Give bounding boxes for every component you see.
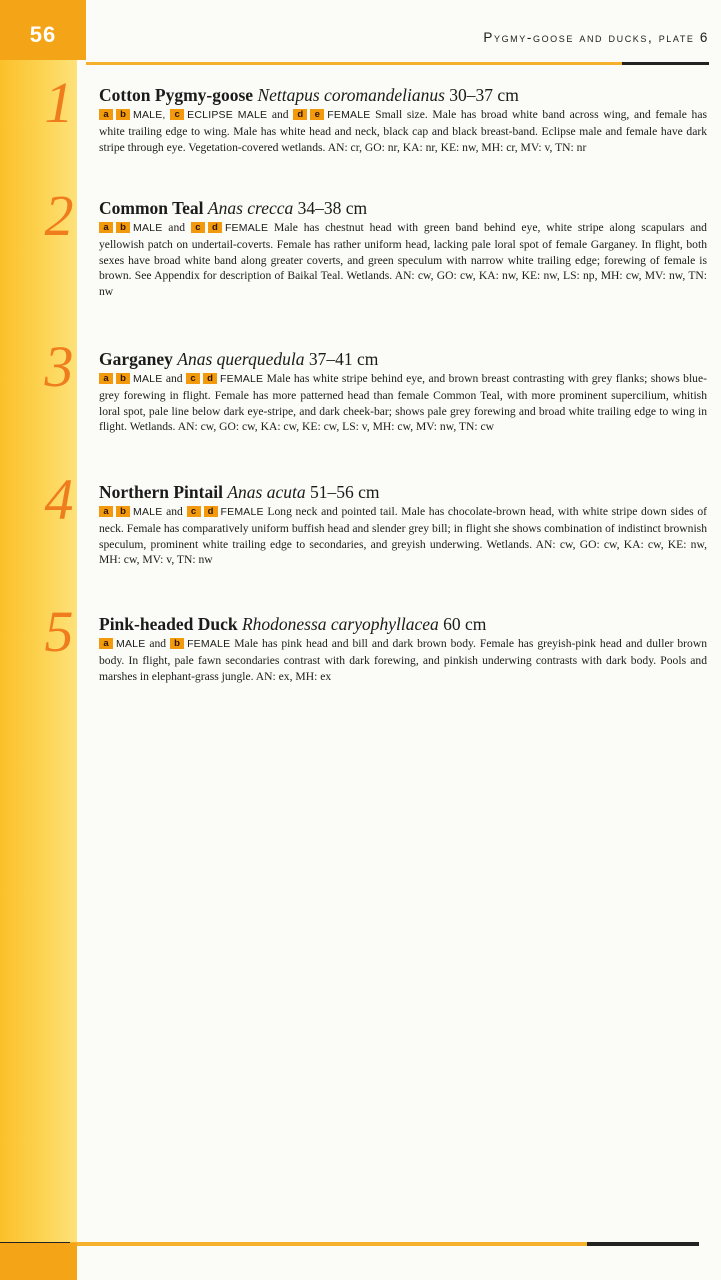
size-range: 30–37 cm	[449, 85, 519, 105]
sex-label: MALE	[133, 222, 163, 234]
entry-title	[99, 197, 707, 219]
plate-badge: a	[99, 109, 113, 120]
entry-title	[99, 348, 707, 370]
running-header-title: Pygmy-goose and ducks, plate 6	[483, 30, 709, 45]
sex-label: FEMALE	[220, 506, 264, 518]
sex-label: MALE	[133, 373, 163, 385]
latin-name: Nettapus coromandelianus	[257, 85, 445, 105]
sex-label: MALE,	[133, 109, 166, 121]
page-number: 56	[29, 22, 57, 47]
common-name: Cotton Pygmy-goose	[99, 85, 254, 105]
latin-name: Anas querquedula	[177, 349, 305, 369]
connector-word: and	[271, 108, 289, 121]
latin-name: Rhodonessa caryophyllacea	[241, 614, 439, 634]
plate-badge: a	[99, 373, 113, 384]
header-rule	[86, 62, 709, 65]
species-entry-3	[44, 334, 707, 435]
latin-name: Anas crecca	[207, 198, 294, 218]
plate-badge: b	[116, 373, 130, 384]
entry-number: 3	[44, 334, 74, 399]
sex-label: FEMALE	[187, 638, 231, 650]
entry-description	[99, 636, 707, 684]
entry-title	[99, 481, 707, 503]
size-range: 37–41 cm	[308, 349, 379, 369]
connector-word: and	[149, 637, 167, 650]
description-text: Small size. Male has broad white band across wing, and female has white trailing edge to wing. Male has white head and neck, black cap and black breast-band. Eclipse male and female have dark stripe through eye. Vegetation-covered wetlands. AN: cr, GO: nr, KA: nr, KE: nw, MH: cr, MV: v, TN: nr	[99, 108, 707, 154]
plate-badge: a	[99, 506, 113, 517]
plate-badge: d	[293, 109, 307, 120]
latin-name: Anas acuta	[227, 482, 306, 502]
entry-description	[99, 371, 707, 435]
common-name: Garganey	[99, 349, 173, 369]
plate-badge: b	[116, 506, 130, 517]
species-entry-5	[44, 599, 708, 684]
entry-description	[99, 107, 707, 155]
sex-label: FEMALE	[224, 222, 269, 234]
footer-color-box	[0, 1243, 77, 1280]
common-name: Northern Pintail	[99, 482, 223, 502]
plate-badge: c	[170, 109, 184, 120]
sex-label: FEMALE	[220, 373, 264, 385]
sex-label: MALE	[133, 506, 163, 518]
entry-description	[99, 504, 707, 568]
plate-badge: b	[116, 109, 130, 120]
plate-badge: d	[208, 222, 222, 233]
plate-badge: c	[187, 506, 201, 517]
connector-word: and	[168, 221, 186, 234]
entry-number: 1	[44, 70, 74, 135]
footer-rule	[0, 1242, 699, 1246]
plate-badge: e	[310, 109, 324, 120]
description-text: Male has chestnut head with green band behind eye, white stripe along scapulars and yellowish patch on undertail-coverts. Female has rather uniform head, lacking pale loral spot of female Garganey. In flight, both sexes have broad white band along greater coverts, and green speculum with narrow white trailing edge; forewing of female is brown. See Appendix for description of Baikal Teal. Wetlands. AN: cw, GO: cw, KA: nw, KE: nw, LS: np, MH: cw, MV: nw, TN: nw	[99, 221, 707, 299]
species-entry-2	[44, 183, 707, 300]
species-entry-4	[44, 467, 707, 568]
entry-number: 5	[44, 599, 74, 664]
connector-word: and	[165, 372, 183, 385]
size-range: 60 cm	[443, 614, 487, 634]
description-text: Male has pink head and bill and dark brown body. Female has greyish-pink head and duller brown body. In flight, pale fawn secondaries contrast with dark forewing, and pinkish underwing contrasts with dark body. Pools and marshes in elephant-grass jungle. AN: ex, MH: ex	[99, 637, 708, 683]
entry-number: 2	[44, 183, 74, 248]
sex-label: MALE	[116, 638, 146, 650]
connector-word: and	[166, 505, 183, 518]
description-text: Male has white stripe behind eye, and brown breast contrasting with grey flanks; shows blue-grey forewing in flight. Female has more patterned head than female Common Teal, with more prominent supercilium, whitish loral spot, pale line below dark eye-stripe, and dark cheek-bar; shows pale grey forewing and broad white trailing edge to wing in flight. Wetlands. AN: cw, GO: cw, KA: cw, KE: cw, LS: v, MH: cw, MV: nw, TN: cw	[99, 372, 707, 434]
entry-title	[99, 84, 707, 106]
species-entry-1	[44, 70, 707, 155]
entry-number: 4	[44, 467, 74, 532]
description-text: Long neck and pointed tail. Male has chocolate-brown head, with white stripe down sides of neck. Female has comparatively uniform buffish head and slender grey bill; in flight she shows combination of indistinct brownish speculum, prominent white trailing edge to secondaries, and greyish underwing. Wetlands. AN: cw, GO: cw, KA: cw, KE: nw, MH: cw, MV: v, TN: nw	[99, 505, 707, 567]
entry-description	[99, 220, 707, 300]
plate-badge: a	[99, 638, 113, 649]
sex-label: ECLIPSE MALE	[187, 109, 268, 121]
plate-badge: c	[186, 373, 200, 384]
plate-badge: c	[191, 222, 205, 233]
entry-title	[99, 613, 707, 635]
plate-badge: a	[99, 222, 113, 233]
plate-badge: d	[204, 506, 218, 517]
common-name: Pink-headed Duck	[99, 614, 238, 634]
size-range: 34–38 cm	[297, 198, 368, 218]
plate-badge: b	[116, 222, 130, 233]
plate-badge: b	[170, 638, 184, 649]
plate-badge: d	[203, 373, 217, 384]
size-range: 51–56 cm	[309, 482, 380, 502]
common-name: Common Teal	[99, 198, 204, 218]
sex-label: FEMALE	[327, 109, 371, 121]
